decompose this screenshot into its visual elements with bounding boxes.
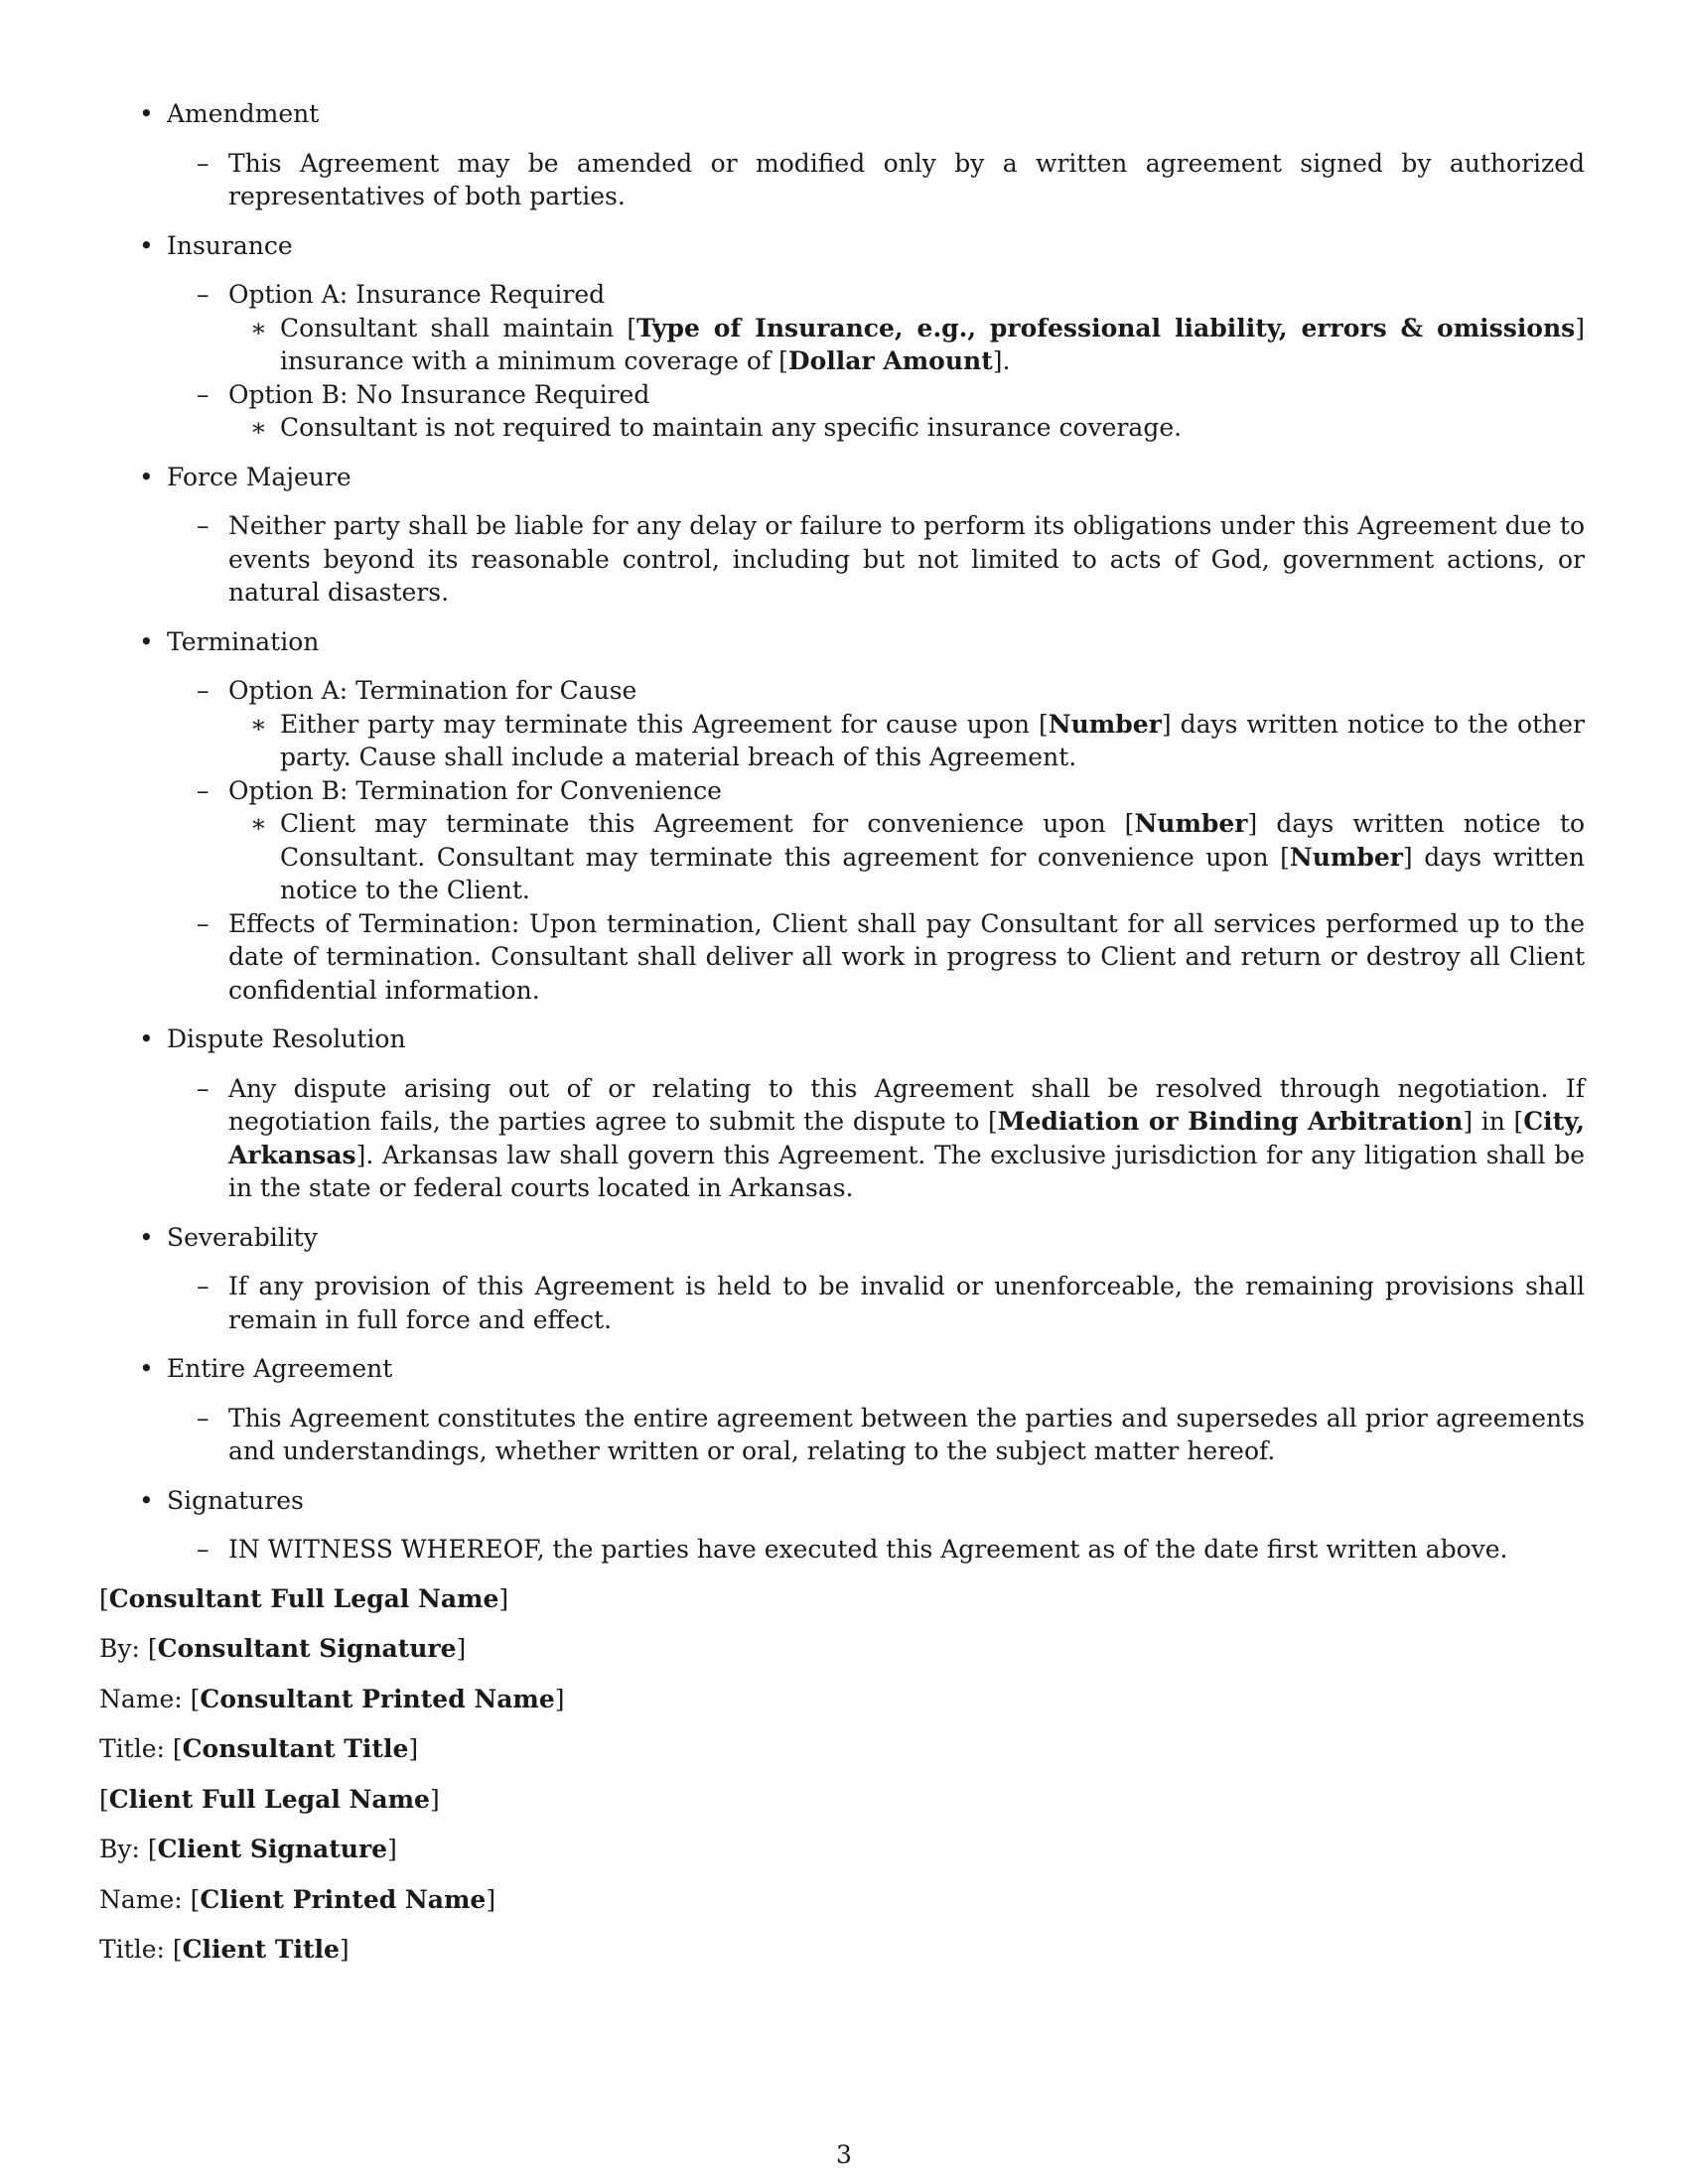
placeholder-dispute-method: Mediation or Binding Arbitration (997, 1107, 1464, 1136)
section-severability (99, 1221, 1585, 1337)
force-majeure-heading: Force Majeure (167, 462, 352, 491)
asterisk-icon: ∗ (250, 809, 267, 838)
placeholder-client-printed-name: Client Printed Name (200, 1884, 487, 1914)
placeholder-number: Number (1134, 809, 1248, 838)
section-heading (99, 1221, 1585, 1255)
title-label: Title: (99, 1935, 165, 1964)
entire-agreement-clause (99, 1402, 1585, 1468)
client-by-line: By: [Client Signature] (99, 1835, 397, 1863)
insurance-option-a-clause (99, 312, 1585, 378)
clause-text: ] in [ (1463, 1107, 1524, 1136)
bullet-icon: • (139, 626, 154, 656)
section-heading (99, 461, 1585, 494)
dash-icon: – (197, 148, 210, 178)
dispute-resolution-clause (99, 1072, 1585, 1205)
amendment-heading: Amendment (167, 99, 320, 128)
placeholder-number: Number (1289, 842, 1403, 872)
termination-option-b (99, 774, 1585, 808)
asterisk-icon: ∗ (250, 313, 267, 342)
title-label: Title: (99, 1734, 165, 1763)
placeholder-consultant-signature: Consultant Signature (157, 1634, 457, 1663)
termination-option-a-label: Option A: Termination for Cause (228, 676, 637, 705)
page-number: 3 (836, 2140, 852, 2169)
dash-icon: – (197, 1073, 210, 1103)
dash-icon: – (197, 511, 210, 540)
placeholder-client-signature: Client Signature (157, 1835, 388, 1863)
force-majeure-clause (99, 509, 1585, 610)
section-heading (99, 1484, 1585, 1518)
clause-text: Either party may terminate this Agreement for cause upon [ (280, 709, 1049, 739)
insurance-option-b-clause (99, 411, 1585, 445)
clause-text: Any dispute arising out of or relating to this Agreement shall be resolved through negotiation. If negotiation fails, the parties agree to submit the dispute to [ (228, 1073, 1585, 1136)
placeholder-dollar-amount: Dollar Amount (787, 346, 993, 375)
consultant-name-line: Name: [Consultant Printed Name] (99, 1684, 565, 1713)
consultant-legal-name-line: [Consultant Full Legal Name] (99, 1583, 509, 1613)
severability-heading: Severability (167, 1222, 318, 1252)
bullet-icon: • (139, 99, 154, 128)
termination-effects (99, 907, 1585, 1008)
client-legal-name-line: [Client Full Legal Name] (99, 1784, 440, 1814)
placeholder-insurance-type: Type of Insurance, e.g., professional liability, errors & omissions (636, 313, 1576, 342)
clause-text: ] insurance with a minimum coverage of [ (280, 313, 1586, 375)
clause-text: Neither party shall be liable for any delay or failure to perform its obligations under this Agreement due to events beyond its reasonable control, including but not limited to acts of God, government actions, or natural disasters. (228, 511, 1585, 607)
termination-option-b-label: Option B: Termination for Convenience (228, 775, 722, 805)
signature-block (99, 1582, 1585, 1967)
dash-icon: – (197, 1272, 210, 1300)
section-dispute-resolution (99, 1023, 1585, 1205)
document-page (99, 97, 1585, 1983)
placeholder-city: City, Arkansas (228, 1107, 1586, 1169)
section-heading (99, 625, 1585, 659)
client-title-line: Title: [Client Title] (99, 1935, 350, 1964)
consultant-title-line: Title: [Consultant Title] (99, 1734, 419, 1763)
section-signatures (99, 1484, 1585, 1567)
section-entire-agreement (99, 1352, 1585, 1468)
insurance-heading: Insurance (167, 230, 293, 260)
bullet-icon: • (139, 462, 154, 491)
clause-text: Client may terminate this Agreement for convenience upon [ (280, 809, 1135, 838)
clause-text: If any provision of this Agreement is held to be invalid or unenforceable, the remaining provisions shall remain in full force and effect. (228, 1272, 1585, 1334)
severability-clause (99, 1270, 1585, 1336)
section-heading (99, 1352, 1585, 1386)
name-label: Name: (99, 1884, 183, 1914)
entire-agreement-heading: Entire Agreement (167, 1354, 393, 1383)
placeholder-consultant-title: Consultant Title (182, 1734, 409, 1763)
client-name-line: Name: [Client Printed Name] (99, 1884, 496, 1914)
dash-icon: – (197, 908, 210, 938)
by-label: By: (99, 1634, 140, 1663)
bullet-icon: • (139, 1222, 154, 1252)
placeholder-client-legal-name: Client Full Legal Name (108, 1784, 430, 1814)
dash-icon: – (197, 1535, 210, 1564)
clause-text: ] days written notice to Consultant. Consultant may terminate this agreement for convenience upon [ (280, 809, 1585, 872)
bullet-icon: • (139, 1485, 154, 1515)
section-force-majeure (99, 461, 1585, 610)
section-amendment (99, 97, 1585, 213)
signatures-clause (99, 1533, 1585, 1567)
section-heading (99, 1023, 1585, 1056)
insurance-option-a (99, 278, 1585, 312)
insurance-option-a-label: Option A: Insurance Required (228, 280, 606, 309)
clause-text: This Agreement constitutes the entire agreement between the parties and supersedes all prior agreements and understandings, whether written or oral, relating to the subject matter hereof. (228, 1403, 1585, 1465)
clause-text: Effects of Termination: Upon termination, Client shall pay Consultant for all services performed up to the date of termination. Consultant shall deliver all work in progress to Client and return or destroy all Client confidential information. (228, 908, 1585, 1005)
insurance-option-b (99, 378, 1585, 412)
clause-text: ]. Arkansas law shall govern this Agreement. The exclusive jurisdiction for any litigation shall be in the state or federal courts located in Arkansas. (228, 1140, 1585, 1202)
placeholder-consultant-printed-name: Consultant Printed Name (200, 1684, 555, 1713)
insurance-option-b-label: Option B: No Insurance Required (228, 379, 650, 409)
dispute-resolution-heading: Dispute Resolution (167, 1024, 406, 1053)
dash-icon: – (197, 379, 210, 409)
termination-option-a (99, 674, 1585, 708)
section-heading (99, 229, 1585, 263)
section-insurance (99, 229, 1585, 445)
section-heading (99, 97, 1585, 131)
clause-text: IN WITNESS WHEREOF, the parties have executed this Agreement as of the date first written above. (228, 1535, 1508, 1564)
clause-text: ] days written notice to the Client. (280, 842, 1585, 904)
clause-text: ]. (992, 346, 1011, 375)
placeholder-client-title: Client Title (182, 1935, 340, 1964)
bullet-icon: • (139, 1024, 154, 1053)
by-label: By: (99, 1835, 140, 1863)
termination-option-a-clause (99, 708, 1585, 774)
clause-text: Consultant is not required to maintain any specific insurance coverage. (280, 413, 1183, 442)
amendment-clause (99, 147, 1585, 213)
placeholder-consultant-legal-name: Consultant Full Legal Name (108, 1583, 499, 1613)
section-termination (99, 625, 1585, 1008)
termination-option-b-clause (99, 807, 1585, 907)
bullet-icon: • (139, 1354, 154, 1383)
dash-icon: – (197, 676, 210, 705)
consultant-by-line: By: [Consultant Signature] (99, 1634, 467, 1663)
signatures-heading: Signatures (167, 1485, 304, 1515)
amendment-text: This Agreement may be amended or modified only by a written agreement signed by authorized representatives of both parties. (228, 148, 1585, 210)
dash-icon: – (197, 775, 210, 805)
asterisk-icon: ∗ (250, 709, 267, 739)
dash-icon: – (197, 280, 210, 309)
termination-heading: Termination (167, 626, 320, 656)
name-label: Name: (99, 1684, 183, 1713)
clause-text: Consultant shall maintain [ (280, 313, 637, 342)
bullet-icon: • (139, 230, 154, 260)
dash-icon: – (197, 1403, 210, 1433)
asterisk-icon: ∗ (250, 413, 267, 442)
placeholder-number: Number (1048, 709, 1162, 739)
clause-text: ] days written notice to the other party. Cause shall include a material breach of this Agreement. (280, 709, 1585, 771)
